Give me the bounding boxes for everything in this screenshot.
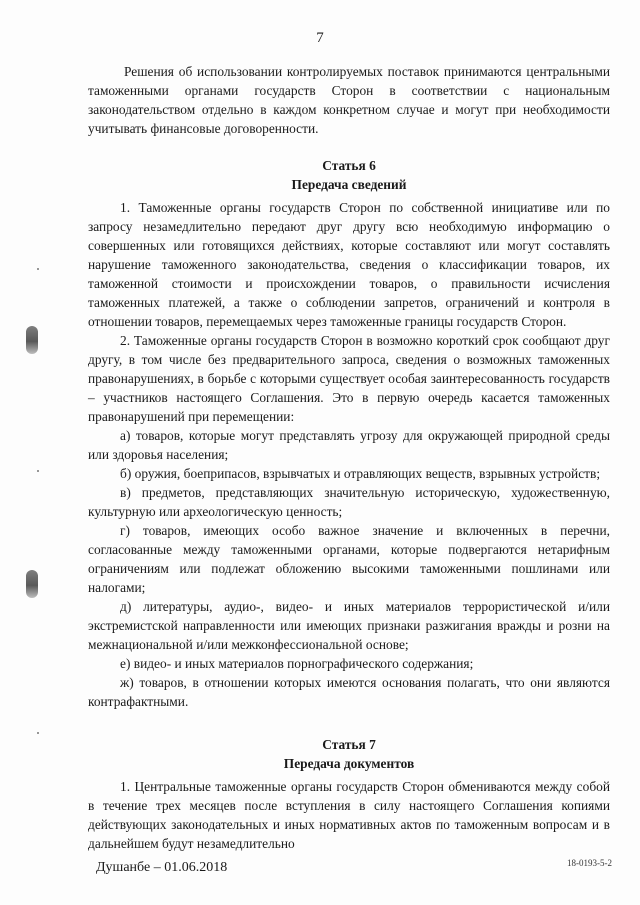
- list-item-v: в) предметов, представляющих значительную историческую, художественную, культурную или археологическую ценность;: [88, 485, 610, 519]
- article-7-paragraph-1: 1. Центральные таможенные органы государств Сторон обмениваются между собой в течение трех месяцев после вступления в силу настоящего Соглашения копиями действующих законодательных и иных нормативных актов по таможенным вопросам и в дальнейшем будут незамедлительно: [88, 779, 610, 851]
- scan-speck: [37, 470, 39, 472]
- list-item-zh: ж) товаров, в отношении которых имеются основания полагать, что они являются контрафактными.: [88, 675, 610, 709]
- footer-doc-code: 18-0193-5-2: [567, 858, 612, 868]
- intro-paragraph: Решения об использовании контролируемых поставок принимаются центральными таможенными органами государств Сторон в соответствии с национальным законодательством отдельно в каждом конкретном случае и могут при необходимости учитывать финансовые договоренности.: [88, 64, 610, 136]
- scan-speck: [37, 268, 39, 270]
- article-6-paragraph-2: 2. Таможенные органы государств Сторон в возможно короткий срок сообщают друг другу, в том числе без предварительного запроса, сведения о возможных таможенных правонарушениях, в борьбе с которыми существует особая заинтересованность государств – участников настоящего Соглашения. Это в первую очередь касается таможенных правонарушений при перемещении:: [88, 333, 610, 424]
- footer-place-date: Душанбе – 01.06.2018: [96, 860, 228, 875]
- list-item-g: г) товаров, имеющих особо важное значение и включенных в перечни, согласованные между таможенными органами, которые подвергаются нетарифным ограничениям или подлежат обложению высокими таможенными пошлинами или налогами;: [88, 523, 610, 595]
- list-item-b: б) оружия, боеприпасов, взрывчатых и отравляющих веществ, взрывных устройств;: [120, 466, 601, 481]
- article-6-paragraph-1: 1. Таможенные органы государств Сторон по собственной инициативе или по запросу незамедлительно передают друг другу всю необходимую информацию о совершенных или готовящихся действиях, которые составляют или могут составлять нарушение таможенного законодательства, сведения о классификации товаров, их таможенной стоимости и происхождении товаров, о правильности исчисления таможенных платежей, а также о соблюдении запретов, ограничений и контроля в отношении товаров, перемещаемых через таможенные границы государств Сторон.: [88, 200, 610, 329]
- punch-hole-mark: [26, 570, 38, 598]
- article-6-heading: Статья 6: [322, 158, 376, 173]
- article-6-title: Передача сведений: [291, 177, 407, 192]
- article-7-title: Передача документов: [283, 756, 415, 771]
- page-number: 7: [316, 30, 324, 46]
- list-item-d: д) литературы, аудио-, видео- и иных материалов террористической и/или экстремистской направленности или имеющих признаки разжигания вражды и розни на межнациональной и/или межконфессиональной основе;: [88, 599, 610, 652]
- scan-speck: [37, 732, 39, 734]
- list-item-a: а) товаров, которые могут представлять угрозу для окружающей природной среды или здоровья населения;: [88, 428, 610, 462]
- list-item-e: е) видео- и иных материалов порнографического содержания;: [120, 656, 474, 671]
- punch-hole-mark: [26, 326, 38, 354]
- article-7-heading: Статья 7: [322, 737, 376, 752]
- document-body: [88, 62, 610, 853]
